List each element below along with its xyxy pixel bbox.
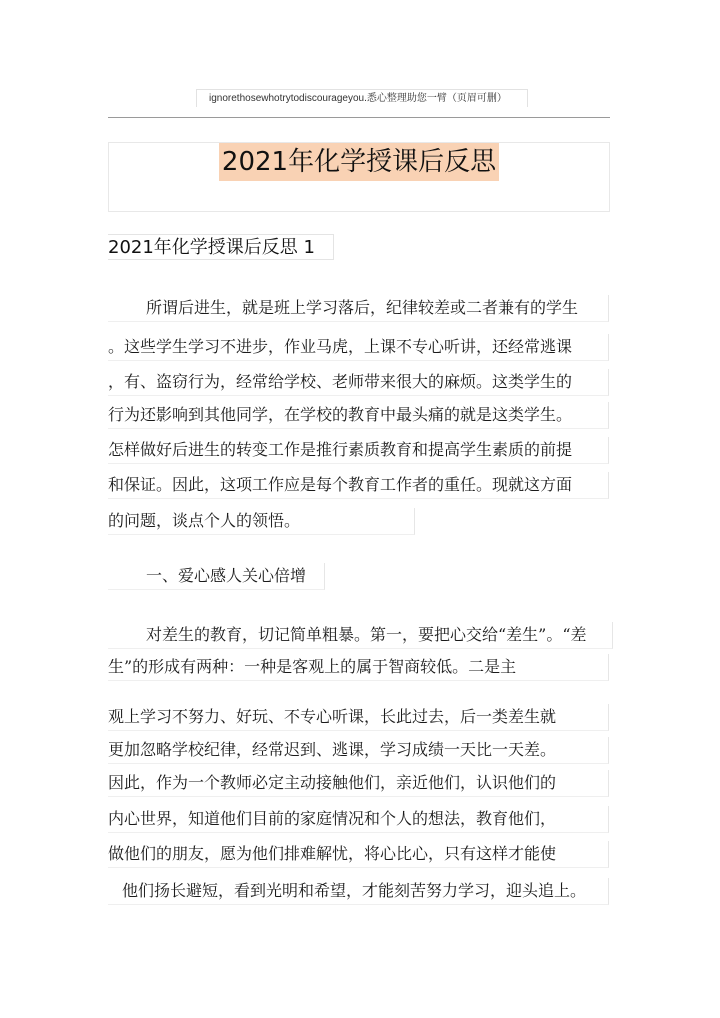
paragraph-line: 行为还影响到其他同学，在学校的教育中最头痛的就是这类学生。 [108,402,609,429]
paragraph-line: 怎样做好后进生的转变工作是推行素质教育和提高学生素质的前提 [108,437,609,464]
document-title: 2021年化学授课后反思 [219,143,499,181]
paragraph-line: 更加忽略学校纪律，经常迟到、逃课，学习成绩一天比一天差。 [108,737,609,764]
paragraph-line: 他们扬长避短，看到光明和希望，才能刻苦努力学习，迎头追上。 [108,878,609,905]
page-header: ignorethosewhotrytodiscourageyou.悉心整理助您一臂（页眉可删） [196,89,528,107]
paragraph-line: 生”的形成有两种：一种是客观上的属于智商较低。二是主 [108,654,609,681]
section-subheading: 一、爱心感人关心倍增 [108,563,325,590]
paragraph-line: 。这些学生学习不进步，作业马虎，上课不专心听讲，还经常逃课 [108,334,609,361]
paragraph-line: 内心世界，知道他们目前的家庭情况和个人的想法，教育他们， [108,806,609,833]
paragraph-line: 因此，作为一个教师必定主动接触他们，亲近他们，认识他们的 [108,770,609,797]
paragraph-line: 所谓后进生，就是班上学习落后，纪律较差或二者兼有的学生 [108,295,609,322]
paragraph-line: 观上学习不努力、好玩、不专心听课，长此过去，后一类差生就 [108,704,609,731]
paragraph-line: 做他们的朋友，愿为他们排难解忧，将心比心，只有这样才能使 [108,841,609,868]
section-heading: 2021年化学授课后反思 1 [108,234,334,260]
paragraph-line: 和保证。因此，这项工作应是每个教育工作者的重任。现就这方面 [108,472,609,499]
paragraph-line: 对差生的教育，切记简单粗暴。第一，要把心交给“差生”。“差 [108,622,613,649]
header-divider [108,117,610,118]
paragraph-line: ，有、盗窃行为，经常给学校、老师带来很大的麻烦。这类学生的 [108,369,609,396]
paragraph-line: 的问题，谈点个人的领悟。 [108,508,415,535]
